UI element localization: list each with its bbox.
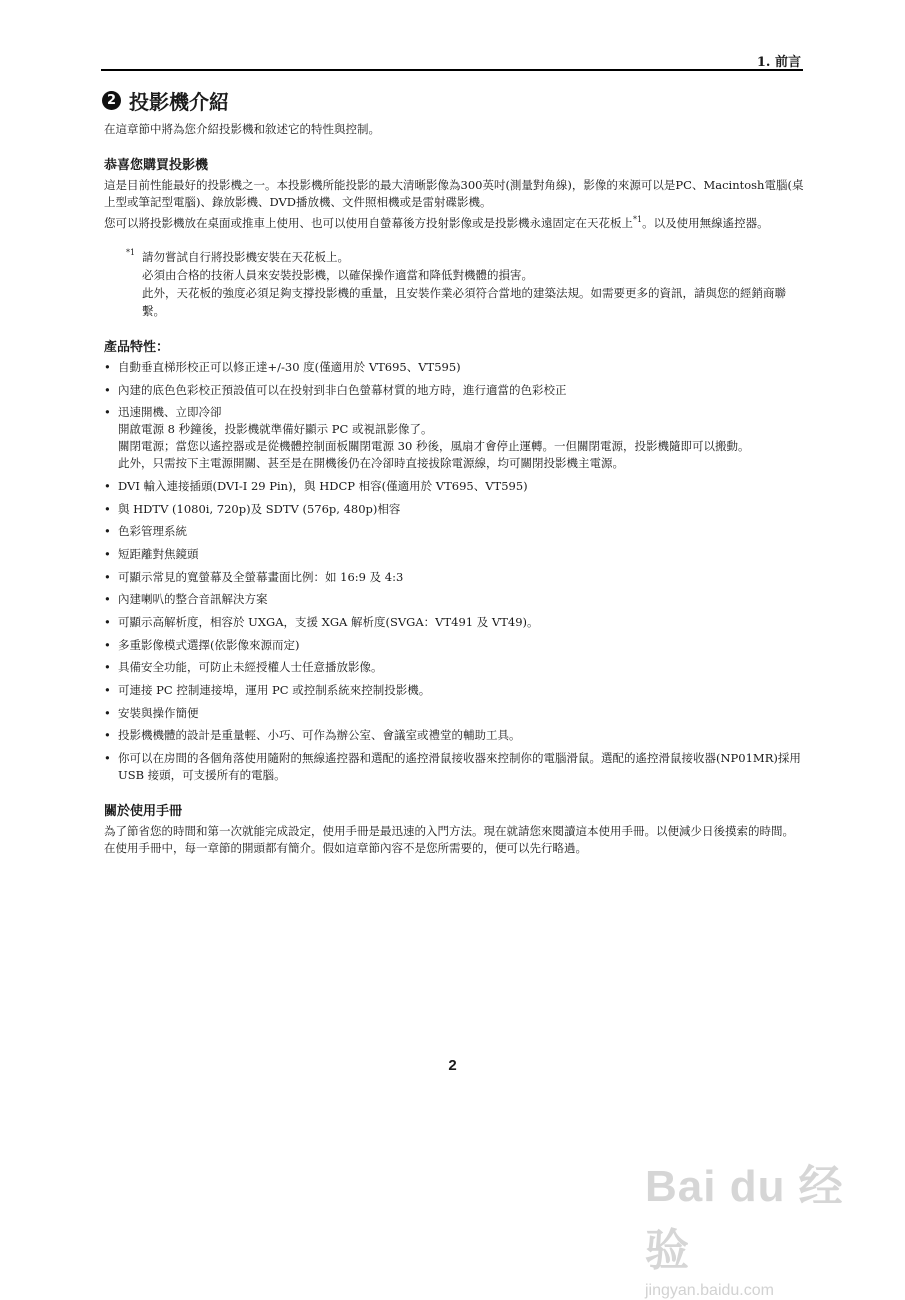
page-number: 2 bbox=[448, 1057, 457, 1074]
manual-paragraph: 為了節省您的時間和第一次就能完成設定，使用手冊是最迅速的入門方法。現在就請您來閱讀這本使用手冊。以便減少日後摸索的時間。在使用手冊中，每一章節的開頭都有簡介。假如這章節內容不是您所需要的，便可以先行略過。 bbox=[104, 824, 794, 856]
footnote-line-1: 請勿嘗試自行將投影機安裝在天花板上。 bbox=[142, 249, 349, 264]
watermark-logo: Bai du 经验 bbox=[645, 1162, 844, 1275]
chapter-label: 1. 前言 bbox=[756, 55, 801, 70]
feature-item: • 投影機機體的設計是重量輕、小巧、可作為辦公室、會議室或禮堂的輔助工具。 bbox=[104, 727, 804, 744]
feature-item: • 多重影像模式選擇(依影像來源而定) bbox=[104, 637, 804, 654]
page-content bbox=[104, 86, 804, 857]
congrats-heading: 恭喜您購買投影機 bbox=[104, 158, 209, 173]
feature-item: • 內建的底色色彩校正預設值可以在投射到非白色螢幕材質的地方時，進行適當的色彩校正 bbox=[104, 382, 804, 399]
feature-detail-line: 開啟電源 8 秒鐘後，投影機就準備好顯示 PC 或視訊影像了。 bbox=[118, 422, 433, 437]
feature-item: • 可顯示高解析度，相容於 UXGA，支援 XGA 解析度(SVGA：VT491 及 VT49)。 bbox=[104, 614, 804, 631]
footnote-line-2: 必須由合格的技術人員來安裝投影機，以確保操作適當和降低對機體的損害。 bbox=[142, 267, 533, 282]
section-title-text: 投影機介紹 bbox=[129, 90, 229, 114]
feature-item: • 安裝與操作簡便 bbox=[104, 705, 804, 722]
feature-item: • 短距離對焦鏡頭 bbox=[104, 546, 804, 563]
feature-item: • 你可以在房間的各個角落使用隨附的無線遙控器和選配的遙控滑鼠接收器來控制你的電腦滑鼠。選配的遙控滑鼠接收器(NP01MR)採用 USB 接頭，可支援所有的電腦。 bbox=[104, 750, 804, 784]
footnote-mark: *1 bbox=[126, 247, 136, 257]
section-intro: 在這章節中將為您介紹投影機和敘述它的特性與控制。 bbox=[104, 122, 380, 136]
feature-item bbox=[104, 404, 804, 472]
manual-heading: 關於使用手冊 bbox=[104, 804, 183, 820]
footnote-reference: *1 bbox=[633, 215, 643, 224]
feature-item: • 可連接 PC 控制連接埠，運用 PC 或控制系統來控制投影機。 bbox=[104, 682, 804, 699]
footnote-block bbox=[126, 248, 804, 320]
feature-detail-line: 此外，只需按下主電源開關、甚至是在開機後仍在冷卻時直接拔除電源線，均可關閉投影機主電源。 bbox=[118, 456, 624, 471]
congrats-paragraph-2 bbox=[104, 211, 804, 232]
congrats-paragraph-2-end: 。以及使用無線遙控器。 bbox=[642, 215, 769, 230]
features-heading: 產品特性： bbox=[104, 339, 170, 355]
feature-item: • 與 HDTV (1080i, 720p)及 SDTV (576p, 480p)相容 bbox=[104, 501, 804, 518]
congrats-paragraph-1: 這是目前性能最好的投影機之一。本投影機所能投影的最大清晰影像為300英吋(測量對角線)，影像的來源可以是PC、Macintosh電腦(桌上型或筆記型電腦)、錄放影機、DVD播放機、文件照相機或是雷射碟影機。 bbox=[104, 178, 804, 209]
section-title bbox=[102, 86, 804, 115]
feature-item: • 色彩管理系統 bbox=[104, 523, 804, 540]
footnote-line-3: 此外，天花板的強度必須足夠支撐投影機的重量，且安裝作業必須符合當地的建築法規。如需要更多的資訊，請與您的經銷商聯繫。 bbox=[142, 285, 786, 318]
section-number-badge: 2 bbox=[102, 91, 121, 110]
feature-item: • 可顯示常見的寬螢幕及全螢幕畫面比例：如 16:9 及 4:3 bbox=[104, 569, 804, 586]
congrats-paragraph-2-text: 您可以將投影機放在桌面或推車上使用、也可以使用自螢幕後方投射影像或是投影機永遠固定在天花板上 bbox=[104, 215, 633, 230]
feature-item: • 具備安全功能，可防止未經授權人士任意播放影像。 bbox=[104, 659, 804, 676]
page-header bbox=[101, 49, 803, 71]
feature-list bbox=[104, 359, 804, 784]
feature-item: • DVI 輸入連接插頭(DVI-I 29 Pin)，與 HDCP 相容(僅適用於 VT695、VT595) bbox=[104, 478, 804, 495]
feature-item: • 自動垂直梯形校正可以修正達+/-30 度(僅適用於 VT695、VT595) bbox=[104, 359, 804, 376]
baidu-watermark bbox=[645, 1150, 845, 1299]
feature-item: • 內建喇叭的整合音訊解決方案 bbox=[104, 591, 804, 608]
feature-detail-line: 關閉電源；當您以遙控器或是從機體控制面板關閉電源 30 秒後，風扇才會停止運轉。一但關閉電源，投影機隨即可以搬動。 bbox=[118, 439, 750, 454]
feature-item-title: • 迅速開機、立即冷卻 bbox=[118, 405, 222, 420]
watermark-url: jingyan.baidu.com bbox=[645, 1282, 774, 1299]
